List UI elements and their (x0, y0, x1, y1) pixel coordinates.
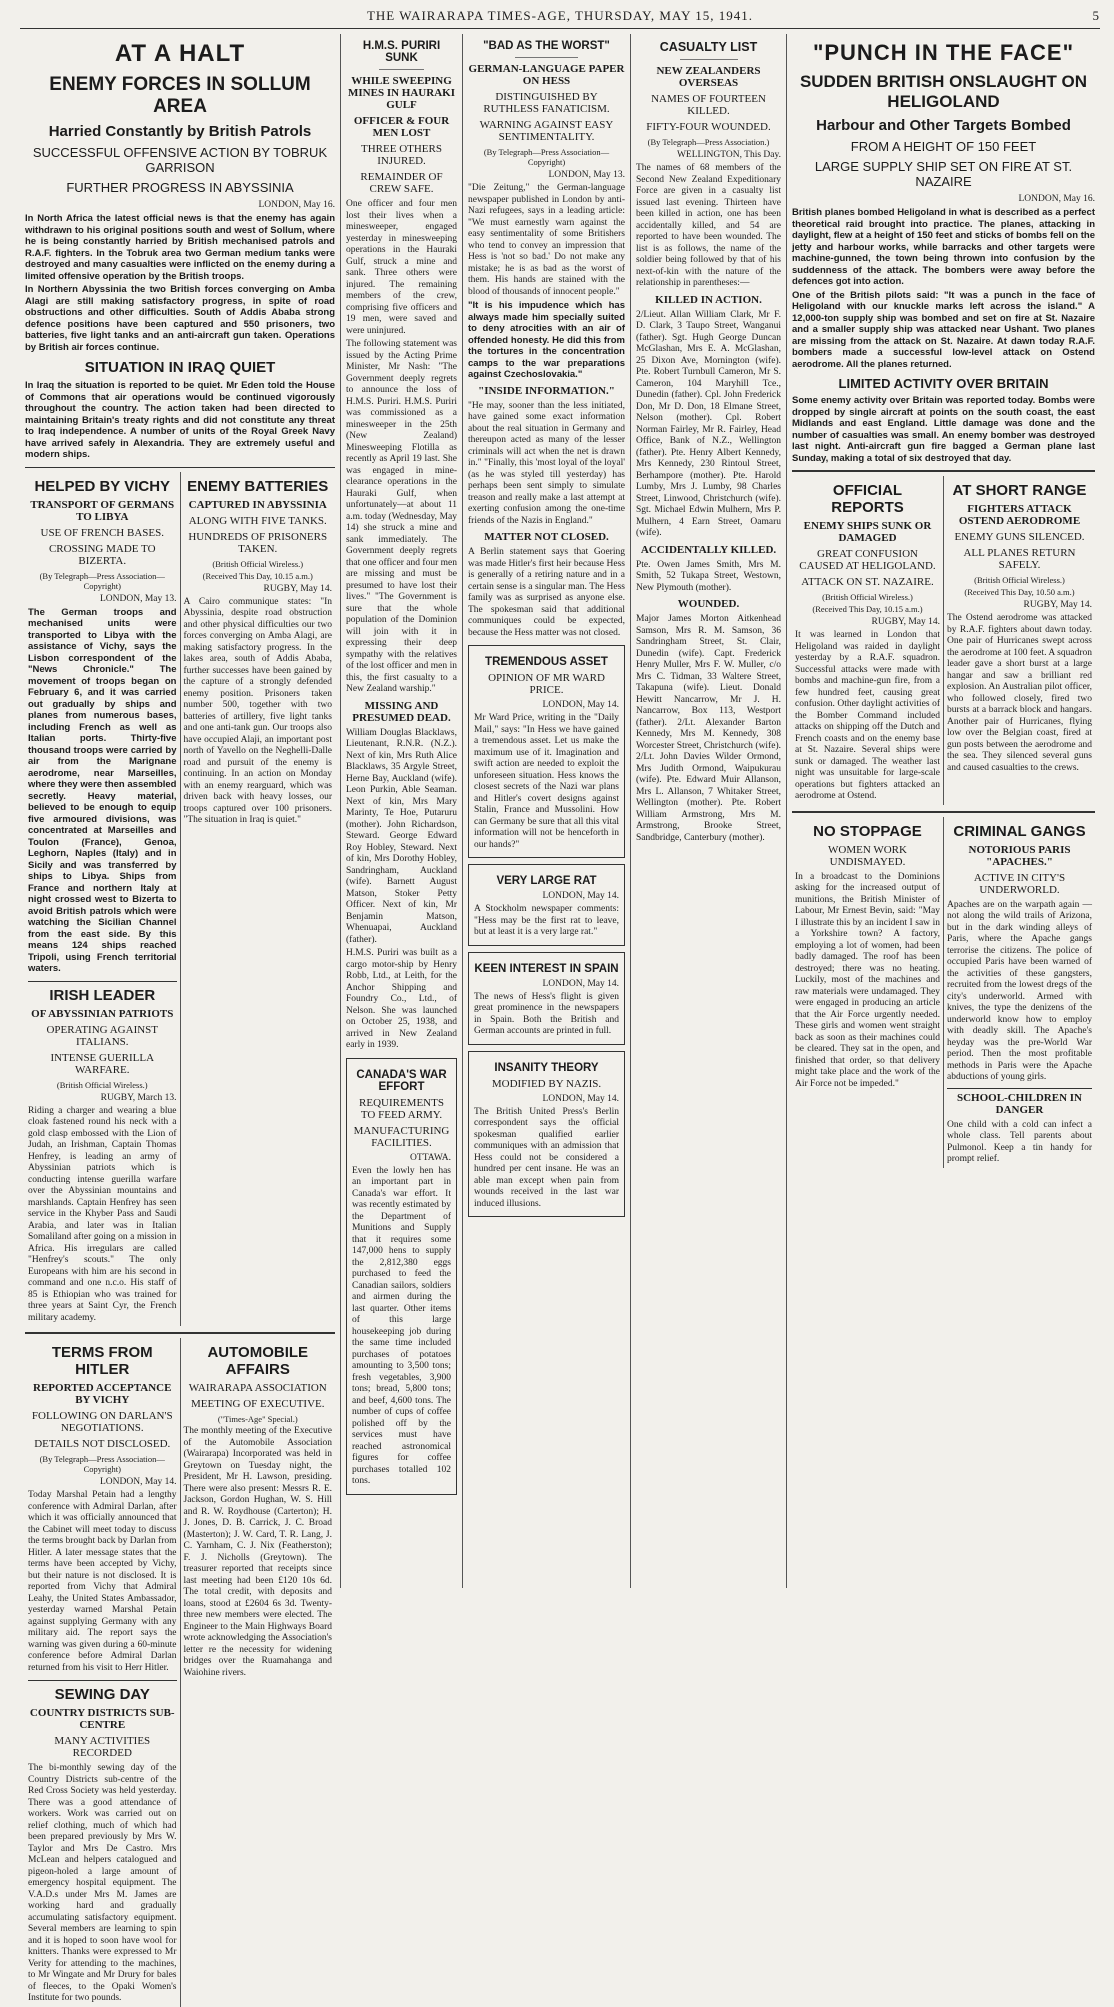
dateline: RUGBY, May 14. (263, 583, 332, 594)
dateline: LONDON, May 13. (99, 593, 177, 604)
deck-details: DETAILS NOT DISCLOSED. (34, 1438, 171, 1450)
article-enemy-batteries (180, 472, 336, 1327)
sub-columns-lower (792, 811, 1095, 1168)
article-helped-by-vichy (25, 472, 180, 1327)
article-body: Today Marshal Petain had a lengthy conference with Admiral Darlan, after which it was officially announced that the Cabinet will meet today to discuss the terms brought back by Darlan from Hitler. A later message states that the terms have been accepted by Vichy, but their nature is not disclosed. It is reported from Vichy that Admiral Leahy, the United States Ambassador, yesterday warned Marshal Petain against supplying Germany with any military aid. The report says the warning was given during a 60-minute conference before Admiral Darlan returned from his visit to Herr Hitler. (28, 1490, 177, 1673)
article-body: The British United Press's Berlin correspondent says the official spokesman qualified earlier communiques with an admission that Hess could not be considered a hundred per cent insane. He was an able man except when pain from wounds received in the last war induced illusions. (474, 1106, 619, 1209)
sub-columns-upper (25, 467, 335, 1327)
article-body: A Berlin statement says that Goering was made Hitler's first heir because Hess is generally of a retiring nature and in a certain sense is a singular man. The Hess family was as surprised as anyone else. The spokesman said that additional communiques could be expected, because the Hess matter was not closed. (468, 547, 625, 638)
dateline: LONDON, May 14. (542, 978, 619, 989)
column-1 (20, 34, 340, 2003)
deck-darlan: FOLLOWING ON DARLAN'S NEGOTIATIONS. (31, 1410, 173, 1434)
dateline: LONDON, May 14. (542, 891, 619, 901)
deck-manufacturing: MANUFACTURING FACILITIES. (353, 1124, 450, 1149)
headline-helped-by-vichy: HELPED BY VICHY (34, 477, 171, 495)
headline-sewing-day: SEWING DAY (28, 1680, 177, 1703)
deck-captured: CAPTURED IN ABYSSINIA (188, 498, 327, 511)
article-body: A Stockholm newspaper comments: "Hess may be the first rat to leave, but at least it is a very large rat." (474, 904, 619, 937)
article-body: British planes bombed Heligoland in what is described as a perfect theoretical raid brought into practice. The planes, attacking in daylight, flew at a height of 150 feet and sticks of bombs fell on the jetty and harbour works, while barracks and other targets were machine-gunned, the town being thrown into confusion by the suddenness of the attack. The bombers were away before the defences got into action. (792, 207, 1095, 287)
column-5 (787, 34, 1100, 1588)
deck-abyssinia: FURTHER PROGRESS IN ABYSSINIA (66, 180, 294, 195)
deck-wairarapa: WAIRARAPA ASSOCIATION (188, 1382, 327, 1394)
deck-supply-ship: LARGE SUPPLY SHIP SET ON FIRE AT ST. NAZAIRE (814, 159, 1073, 189)
headline-no-stoppage: NO STOPPAGE (813, 822, 922, 840)
subhead-inside: "INSIDE INFORMATION." (478, 384, 615, 397)
headline-very-large-rat: VERY LARGE RAT (496, 875, 597, 887)
headline-keen-interest: KEEN INTEREST IN SPAIN (474, 962, 619, 975)
deck-prisoners: HUNDREDS OF PRISONERS TAKEN. (188, 530, 328, 555)
article-no-stoppage (792, 817, 943, 1168)
headline-at-a-halt: AT A HALT (114, 40, 246, 67)
article-body: In a broadcast to the Dominions asking for the increased output of munitions, the British Minister of Labour, Mr Ernest Bevin, said: "May I illustrate this by an incident I saw in a Yorkshire town? A factory, employing a lot of women, had been badly damaged. The roof has been destroyed; there was no heating. Luckily, most of the machines and raw materials were undamaged. They were engaged in producing an article that the Air Force urgently needed. These girls and women went straight back as soon as their machines could be cleared. They sat in the open, and finished that order, so that delivery might take place and the work of the Air Force not be impeded." (795, 871, 940, 1089)
subhead-sollum: ENEMY FORCES IN SOLLUM AREA (49, 74, 311, 117)
article-insanity-theory (468, 1051, 625, 1218)
article-body: In North Africa the latest official news is that the enemy has again withdrawn to his original positions south and west of Sollum, where he is being constantly harried by British mechanised patrols and R.A.F. fighters. In the Tobruk area two German medium tanks were destroyed and many casualties were inflicted on the enemy during a limited offensive operation by the British troops. (25, 213, 335, 282)
deck-harbour: Harbour and Other Targets Bombed (816, 117, 1071, 134)
subhead-heligoland: SUDDEN BRITISH ONSLAUGHT ON HELIGOLAND (799, 72, 1088, 111)
credit-line: (By Telegraph—Press Association—Copyright) (39, 1454, 165, 1474)
subhead-missing: MISSING AND PRESUMED DEAD. (352, 699, 451, 724)
deck-remainder: REMAINDER OF CREW SAFE. (360, 171, 443, 195)
article-body: In Northern Abyssinia the two British forces converging on Amba Alagi are still making satisfactory progress, in spite of road obstructions and other difficulties. South of Addis Ababa strong defence positions have been captured and 550 prisoners, two batteries, five light tanks and an anti-aircraft gun taken. Operations by British air forces continue. (25, 284, 335, 353)
dateline: WELLINGTON, This Day. (676, 150, 781, 160)
deck-height: FROM A HEIGHT OF 150 FEET (850, 139, 1037, 154)
headline-puriri: H.M.S. PURIRI SUNK (362, 40, 441, 64)
deck-guns-silenced: ENEMY GUNS SILENCED. (954, 531, 1085, 543)
deck-country: COUNTRY DISTRICTS SUB-CENTRE (29, 1707, 175, 1731)
dateline: LONDON, May 16. (1018, 194, 1095, 204)
article-body: The bi-monthly sewing day of the Country Districts sub-centre of the Red Cross Society was held yesterday. There was a good attendance of workers. Work was carried out on relief clothing, much of which had been prepared previously by Mrs W. Taylor and Mrs De Castro. Mrs McLean and helpers catalogued and pigeon-holed a large amount of emergency hospital equipment. The V.A.D.s under Mrs M. James are working hard and gradually accumulating satisfactory equipment. Several members are learning to spin and it is hoped to soon have wool for knitters. Thanks were expressed to Mr Verity for attending to the machines, to Mr Wingate and Mr Drury for bales of fleeces, to the Opaki Women's Institute for two pounds. (28, 1763, 177, 2003)
deck-wounded: FIFTY-FOUR WOUNDED. (646, 121, 771, 133)
deck-ships-sunk: ENEMY SHIPS SUNK OR DAMAGED (803, 520, 932, 544)
deck-return-safely: ALL PLANES RETURN SAFELY. (963, 547, 1076, 571)
deck-german-paper: GERMAN-LANGUAGE PAPER ON HESS (468, 63, 625, 87)
dateline: LONDON, May 14. (99, 1477, 177, 1487)
subhead-matter: MATTER NOT CLOSED. (484, 531, 609, 543)
headline-punch-in-the-face: "PUNCH IN THE FACE" (812, 40, 1075, 65)
headline-school-children: SCHOOL-CHILDREN IN DANGER (947, 1088, 1092, 1116)
subhead-iraq: SITUATION IN IRAQ QUIET (84, 359, 276, 376)
credit-line: (British Official Wireless.) (974, 575, 1065, 585)
masthead-rule (20, 28, 1100, 29)
article-body: The news of Hess's flight is given great prominence in the newspapers in Spain. Both the British and German accounts are printed in full. (474, 991, 619, 1036)
article-canada (346, 1058, 457, 1495)
article-very-large-rat (468, 864, 625, 946)
dateline: RUGBY, May 14. (1023, 600, 1092, 610)
article-body: "It is his impudence which has always made him specially suited to deny atrocities with an air of offended honesty. He did this from the tortures in the concentration camps to the war preparations against Czechoslovakia." (468, 300, 625, 380)
column-2 (341, 34, 462, 1588)
deck-tanks: ALONG WITH FIVE TANKS. (188, 514, 327, 527)
deck-operating: OPERATING AGAINST ITALIANS. (46, 1023, 159, 1048)
deck-st-nazaire: ATTACK ON ST. NAZAIRE. (801, 576, 934, 588)
received-line: (Received This Day, 10.15 a.m.) (812, 604, 923, 614)
article-body: William Douglas Blacklaws, Lieutenant, R.N.R. (N.Z.). Next of kin, Mrs Ruth Alice Blacklaws, 35 Argyle Street, Herne Bay, Auckland (wife). Leon Purkin, Able Seaman. Next of kin, Mrs Mary Marinty, Te Hoe, Putaruru (mother). John Richardson, Steward. George Edward Roy Hobley, Steward. Next of kin, Mrs Dorothy Hobley, Sandringham, Auckland (wife). Barnett August Matson, Stoker Petty Officer. Next of kin, Mr Benjamin Matson, Whenuapai, Auckland (father). (346, 727, 457, 945)
credit-line: (By Telegraph—Press Association.) (647, 137, 770, 147)
article-keen-interest (468, 952, 625, 1045)
dateline: LONDON, May 13. (548, 170, 625, 180)
casualty-names: Pte. Owen James Smith, Mrs M. Smith, 52 Tukapa Street, Westown, New Plymouth (mother). (636, 559, 781, 593)
headline-automobile-affairs: AUTOMOBILE AFFAIRS (207, 1344, 309, 1378)
credit-line: (British Official Wireless.) (56, 1079, 148, 1090)
article-body: One officer and four men lost their lives when a minesweeper, engaged yesterday in minesweeping operations in the Hauraki Gulf, struck a mine and sank. Three others were injured. The remaining members of the crew, comprising five officers and 19 men, were saved and were uninjured. (346, 199, 457, 336)
deck-women: WOMEN WORK UNDISMAYED. (828, 843, 907, 868)
dateline: LONDON, May 14. (542, 1093, 619, 1104)
deck-warning: WARNING AGAINST EASY SENTIMENTALITY. (479, 119, 614, 143)
deck-underworld: ACTIVE IN CITY'S UNDERWORLD. (973, 871, 1066, 896)
headline-terms-from-hitler: TERMS FROM HITLER (51, 1344, 153, 1378)
deck-transport: TRANSPORT OF GERMANS TO LIBYA (30, 498, 175, 523)
credit-line: (By Telegraph—Press Association—Copyright) (483, 147, 610, 167)
article-tremendous-asset (468, 645, 625, 858)
deck-french-bases: USE OF FRENCH BASES. (40, 526, 164, 539)
article-body: H.M.S. Puriri was built as a cargo motor-ship by Henry Robb, Ltd., at Leith, for the Anchor Shipping and Foundry Co., Ltd., of Nelson. She was launched on October 25, 1938, and arrived in New Zealand early in 1939. (346, 948, 457, 1050)
article-body: Riding a charger and wearing a blue cloak fastened round his neck with a gold clasp embossed with the Lion of Judah, an Irishman, Captain Thomas Henfrey, is leading an army of Abyssinian patriots which is conducting intense guerilla warfare over the Abyssinian mountains and marshlands. Captain Henfrey has seen service in the Khyber Pass and Saudi Arabia, and later was in Italian Somaliland after going on a mission in Africa. His irregulars are called "Henfrey's scouts." The only Europeans with him are his second in command and one n.c.o. His staff of 85 is Ethiopian who was trained for three years at Saint Cyr, the French military academy. (28, 1105, 177, 1323)
dateline: LONDON, May 14. (542, 700, 619, 710)
article-body: One child with a cold can infect a whole class. Tell parents about Pulmonol. Keep a tin handy for prompt relief. (947, 1119, 1092, 1164)
deck-meeting: MEETING OF EXECUTIVE. (190, 1398, 325, 1410)
deck-patriots: OF ABYSSINIAN PATRIOTS (31, 1007, 174, 1020)
received-line: (Received This Day, 10.15 a.m.) (202, 570, 313, 581)
headline-at-short-range: AT SHORT RANGE (952, 482, 1087, 499)
sub-columns-upper (792, 470, 1095, 805)
masthead-title: THE WAIRARAPA TIMES-AGE, THURSDAY, MAY 15, 1941. (366, 8, 754, 23)
headline-irish-leader: IRISH LEADER (28, 981, 177, 1004)
deck-confusion: GREAT CONFUSION CAUSED AT HELIGOLAND. (799, 548, 936, 572)
deck-officer: OFFICER & FOUR MEN LOST (353, 115, 450, 139)
subhead-killed: KILLED IN ACTION. (655, 293, 762, 306)
credit-line: (By Telegraph—Press Association—Copyright) (39, 570, 165, 591)
page-number: 5 (1092, 8, 1100, 23)
article-body: It was learned in London that Heligoland was raided in daylight yesterday by a R.A.F. squadron. Successful attacks were made with bombs and machine-gun fire, from a few hundred feet, causing great confusion. Other daylight activities of the Bomber Command included attacks on shipping off the Dutch and French coasts and on the enemy base at St. Nazaire. Several ships were sunk or damaged. The weather last night was unsuitable for large-scale operations but fighters attacked an aerodrome at Ostend. (795, 630, 940, 801)
casualty-names: Major James Morton Aitkenhead Samson, Mrs R. M. Samson, 36 Sandringham Street, St. Clair, Dunedin (wife). Capt. Frederick Henry Muller, Mrs F. W. Muller, c/o Mrs C. Tidman, 33 Waltere Street, Takapuna (wife). Lieut. Donald Hewitt Nancarrow, Mr J. H. Nancarrow, Box 113, Westport (father). 2/Lt. Alexander Barton Kennedy, Mrs M. Kennedy, 308 Worcester Street, Christchurch (wife). 2/Lt. John Davies Wilder Ormond, Mrs Judith Ormond, Waipukurau (wife). Pte. Edward Muir Allanson, Mrs L. Allanson, 7 Whitaker Street, Wellington (mother). Pte. Robert William Armstrong, Mrs M. Armstrong, Brooke Street, Sandbridge, Canterbury (mother). (636, 614, 781, 843)
deck-ward-price: OPINION OF MR WARD PRICE. (488, 672, 605, 696)
headline-enemy-batteries: ENEMY BATTERIES (187, 477, 329, 495)
casualty-names: 2/Lieut. Allan William Clark, Mr F. D. Clark, 3 Taupo Street, Wanganui (father). Sgt. Hugh George Duncan McGlashan, Mrs E. A. McGlashan, 25 Dixon Ave, Mornington (wife). Pte. Robert Turnbull Cameron, Mr S. Cameron, 104 Maryhill Tce., Dunedin (father). Cpl. John Frederick Don, Mr D. Don, 18 Elmane Street, Nelson (mother). Cpl. Robert Norman Fairley, Mr R. Fairley, Head Office, Bank of N.Z., Wellington (father). Pte. Henry Albert Kennedy, Mrs Kennedy, 230 Rintoul Street, Berhampore (mother). Pte. Harold Lumby, Mrs J. Lumby, 98 Charles Street, Linwood, Christchurch (wife). Sgt. Michael Edwin Mulhern, Mrs P. Mulhern, 4 Earn Street, Oamaru (wife). (636, 309, 781, 538)
deck-acceptance: REPORTED ACCEPTANCE BY VICHY (33, 1382, 172, 1406)
article-body: "He may, sooner than the less initiated, have gained some exact information about the real situation in Germany and thereupon acted as many of the lesser criminals will act when the net is drawn in." "Finally, this 'most loyal of the loyal' (as he was styled till yesterday) has perhaps been sent simply to simulate treason and really make a last attempt at exerting confusion among the one-time friends of the Nazis in England." (468, 400, 625, 526)
deck-fanaticism: DISTINGUISHED BY RUTHLESS FANATICISM. (483, 91, 610, 115)
deck-tobruk: SUCCESSFUL OFFENSIVE ACTION BY TOBRUK GARRISON (32, 145, 328, 175)
headline-canada: CANADA'S WAR EFFORT (356, 1068, 447, 1093)
deck-bizerta: CROSSING MADE TO BIZERTA. (48, 542, 156, 567)
headline-insanity-theory: INSANITY THEORY (494, 1061, 599, 1074)
headline-tremendous-asset: TREMENDOUS ASSET (485, 656, 608, 668)
article-body: The monthly meeting of the Executive of the Automobile Association (Wairarapa) Incorporated was held in Greytown on Tuesday night, the President, Mr H. Lawson, presiding. There were also present: Messrs R. E. Jackson, Gordon Hughan, W. S. Hill and R. W. Roydhouse (Carterton); H. J. Jones, D. B. Carrick, J. C. Broad (Masterton); J. W. Card, T. R. Lang, J. C. Yarnham, C. J. Nix (Featherston); F. J. Nicholls (Greytown). The treasurer reported that receipts since last meeting had been £120 10s 6d. The total credit, with deposits and loans, stood at £2604 6s 3d. Twenty-three new members were elected. The Engineer to the Main Highways Board wrote acknowledging the Association's letter re the necessity for widening bridges over the Ruamahanga and Waiohine rivers. (183, 1426, 332, 1678)
dateline: LONDON, May 16. (258, 200, 335, 210)
deck-guerilla: INTENSE GUERILLA WARFARE. (50, 1051, 155, 1076)
headline-bad-as-the-worst: "BAD AS THE WORST" (483, 40, 610, 52)
article-body: The German troops and mechanised units were transported to Libya with the assistance of Vichy, says the Lisbon correspondent of the "News Chronicle." The movement of troops began on February 6, and it was carried out gradually by ships and planes from numerous bases, including French as well as Italian ports. Thirty-five thousand troops were carried by air from the Marignane aerodrome, near Marseilles, where they were then assembled secretly. Heavy material, believed to be enough to equip five armoured divisions, was concentrated at Marseilles and Toulon (France), Genoa, Leghorn, Naples (Italy) and in Sicily and was transferred by ships to Libya. Ships from France and northern Italy at night crossed west to Bizerta to avoid British patrols which were watching the Sicilian Channel from the east side. By this means 124 ships reached Tripoli, using French territorial waters. (28, 606, 177, 974)
dateline: RUGBY, May 14. (871, 617, 940, 627)
deck-activities: MANY ACTIVITIES RECORDED (54, 1735, 151, 1759)
deck-injured: THREE OTHERS INJURED. (361, 143, 442, 167)
sub-columns-lower (25, 1332, 335, 2007)
article-body: One of the British pilots said: "It was a punch in the face of Heligoland with our knuckle marks left across the island." A 12,000-ton supply ship was bombed and set on fire at St. Nazaire and a smaller supply ship was attacked near Ushant. Two planes are missing from the attack on St. Nazaire. At dawn today R.A.F. bombers made a successful low-level attack on Ostend aerodrome. All the planes returned. (792, 289, 1095, 370)
article-body: The following statement was issued by the Acting Prime Minister, Mr Nash: "The Government deeply regrets to announce the loss of H.M.S. Puriri. H.M.S. Puriri was commissioned as a minesweeper in the 25th (New Zealand) Minesweeping Flotilla as recently as April 19 last. She was engaged in mine-clearance operations in the Hauraki Gulf, when unfortunately—at about 11 a.m. today (Wednesday, May 14) she struck a mine and sank immediately. The Government deeply regrets that one officer and four men are missing and must be presumed to have lost their lives." "The Government is sure that the whole population of the Dominion will join with it in expressing their deep sympathy with the relatives of the lost officer and men in this, the first casualty to a New Zealand warship." (346, 339, 457, 694)
subhead-wounded: WOUNDED. (677, 598, 740, 610)
credit-line: (British Official Wireless.) (822, 592, 913, 602)
deck-sweeping: WHILE SWEEPING MINES IN HAURAKI GULF (348, 75, 455, 111)
deck-killed: NAMES OF FOURTEEN KILLED. (651, 93, 766, 117)
subhead-limited: LIMITED ACTIVITY OVER BRITAIN (838, 376, 1049, 391)
dateline: OTTAWA. (410, 1152, 451, 1163)
received-line: (Received This Day, 10.50 a.m.) (964, 587, 1075, 597)
credit-line: (British Official Wireless.) (212, 558, 304, 569)
deck-modified: MODIFIED BY NAZIS. (491, 1077, 602, 1090)
article-criminal-gangs (943, 817, 1095, 1168)
subhead-accidentally: ACCIDENTALLY KILLED. (640, 543, 777, 556)
article-body: Some enemy activity over Britain was reported today. Bombs were dropped by single aircraft at points on the south coast, the east Midlands and east England. Little damage was done and the number of casualties was small. An enemy bomber was destroyed last night. Anti-aircraft gun fire bagged a German plane last Sunday, making a total of six destroyed that day. (792, 395, 1095, 464)
deck-fighters: FIGHTERS ATTACK OSTEND AERODROME (958, 503, 1081, 527)
article-automobile-affairs (180, 1338, 336, 2007)
deck-new-zealanders: NEW ZEALANDERS OVERSEAS (656, 65, 761, 89)
credit-line: ("Times-Age" Special.) (217, 1414, 298, 1424)
deck-apaches: NOTORIOUS PARIS "APACHES." (968, 843, 1071, 868)
article-body: The Ostend aerodrome was attacked by R.A.F. fighters about dawn today. One pair of Hurricanes swept across the aerodrome at 100 feet. A squadron leader gave a short burst at a large hangar and saw a brilliant red explosion. An Australian pilot officer, who followed closely, fired two bursts at a barrack block and hangars. Another pair of Hurricanes, flying low over the Belgian coast, fired at gun posts between the aerodrome and the sea. They silenced several guns and caused casualties to the crews. (947, 613, 1092, 773)
article-body: Apaches are on the warpath again — not along the wild trails of Arizona, but in the dark winding alleys of Paris, where the Apache gangs terrorise the citizens. The police of occupied Paris have been warned of the activities of these gangsters, recruited from the lowest dregs of the city's underworld. Armed with knives, the type the denizens of the underworld know how to employ with deadly skill. The Apache's heyday was the pre-World War period. Then the most profitable methods in Paris were the Apache abductions of young girls. (947, 899, 1092, 1082)
headline-casualty-list: CASUALTY LIST (659, 40, 758, 54)
deck-harried: Harried Constantly by British Patrols (48, 123, 312, 140)
article-body: Mr Ward Price, writing in the "Daily Mail," says: "In Hess we have gained a tremendous asset. Let us make the maximum use of it. Imagination and swift action are needed to exploit the unforeseen situation. Hess knows the closest secrets of the Nazi war plans and Hitler's covert designs against Stalin, France and Mussolini. How can Germany be sure that all this vital information will not be henceforth in our hands?" (474, 713, 619, 850)
article-body: The names of 68 members of the Second New Zealand Expeditionary Force are given in a casualty list issued last evening. Thirteen have been killed in action, one has been accidentally killed, and 54 are reported to have been wounded. The list is as follows, the name of the soldier being followed by that of his next-of-kin with the nature of the relationship in parentheses:— (636, 163, 781, 288)
article-body: "Die Zeitung," the German-language newspaper published in London by anti-Nazi refugees, says in a leading article: "We must earnestly warn against the easy sentimentality of some Britishers who tend to convey an impression that Hess is 'not so bad.' Do not make any mistake; he is as bad as the worst of them. His hands are stained with the blood of thousands of innocent people." (468, 183, 625, 297)
column-3 (463, 34, 630, 1588)
deck-requirements: REQUIREMENTS TO FEED ARMY. (359, 1096, 444, 1121)
article-body: Even the lowly hen has an important part in Canada's war effort. It was recently estimated by the Department of Munitions and Supply that it requires some 147,000 hens to supply the 2,812,380 eggs purchased to feed the Canadian sailors, soldiers and airmen during the last quarter. Other items of this large housekeeping job during the same time included purchases of potatoes amounting to 3,500 tons; fresh vegetables, 3,900 tons; bread, 5,800 tons; and beef, 4,600 tons. The number of cups of coffee polished off by the services must have reached astronomical figures for coffee purchases totalled 102 tons. (352, 1165, 451, 1486)
article-official-reports (792, 476, 943, 805)
dateline: RUGBY, March 13. (100, 1092, 177, 1103)
article-at-short-range (943, 476, 1095, 805)
headline-criminal-gangs: CRIMINAL GANGS (953, 822, 1086, 840)
headline-official-reports: OFFICIAL REPORTS (831, 482, 904, 516)
column-4 (631, 34, 786, 1588)
masthead (20, 8, 1100, 26)
article-terms-from-hitler (25, 1338, 180, 2007)
article-body: In Iraq the situation is reported to be quiet. Mr Eden told the House of Commons that air operations would be continued vigorously throughout the country. The action taken had been directed to maintaining Britain's treaty rights and did not constitute any threat to Iraq independence. A number of units of the Royal Greek Navy have arrived safely in Alexandria. They are extremely useful and modern ships. (25, 380, 335, 460)
article-body: A Cairo communique states: "In Abyssinia, despite road obstruction and other physical difficulties our two forces converging on Amba Alagi, are making satisfactory progress. In the lakes area, south of Addis Ababa, further successes have been gained by the capture of a strongly defended enemy position. Prisoners taken number 500, together with two batteries of artillery, five light tanks and one anti-tank gun. Our troops also have occupied Alaji, an important post north of Yavello on the Neghelli-Dalle road and pursuit of the enemy is continuing. In an action on Monday with an enemy rearguard, which was driven back with heavy losses, our troops captured over 100 prisoners. "The situation in Iraq is quiet." (183, 596, 332, 825)
